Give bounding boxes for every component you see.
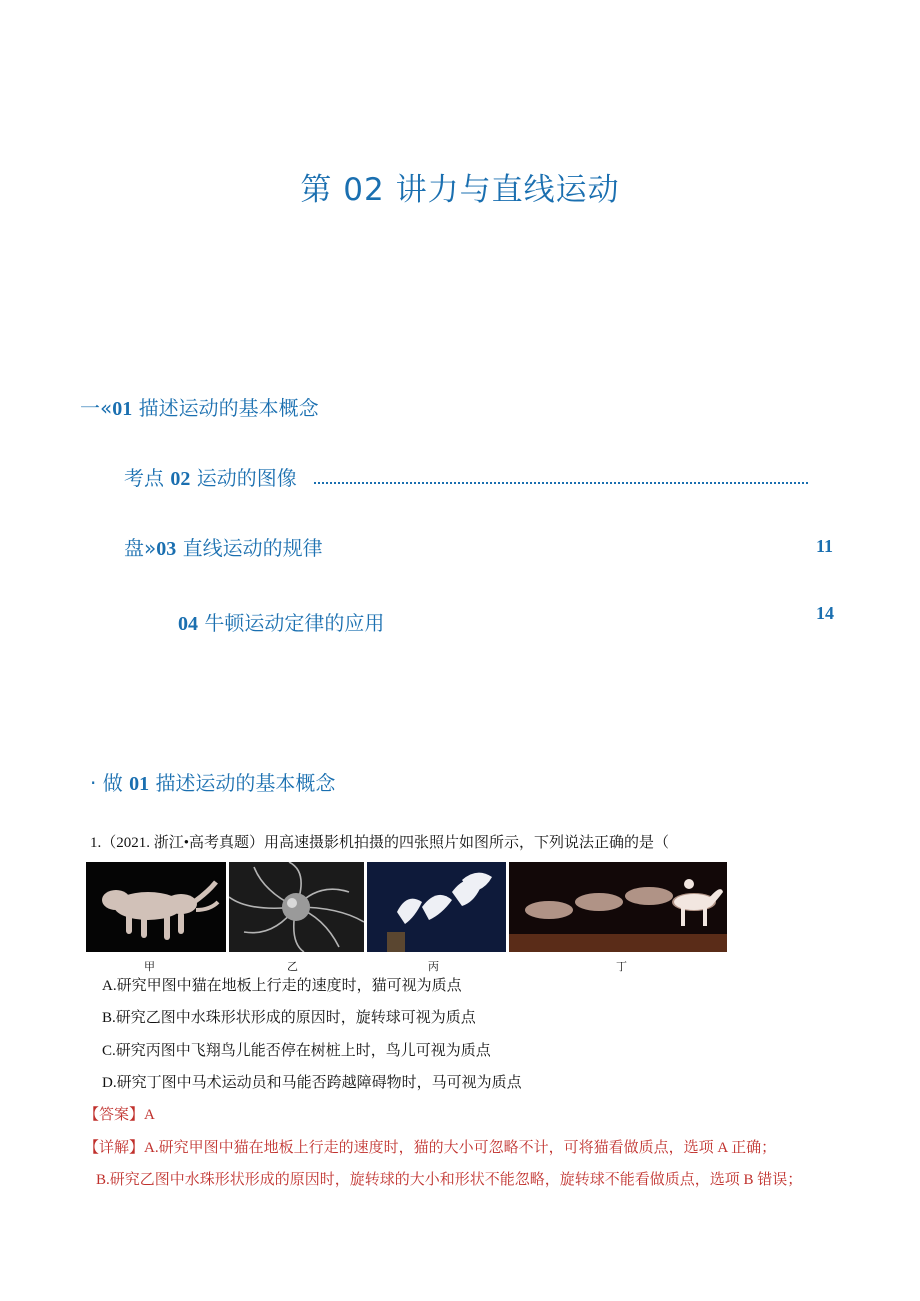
answer-label: 【答案】: [84, 1107, 145, 1123]
answer-line: [84, 1103, 155, 1124]
answer-value: A: [144, 1107, 155, 1123]
option-a: A.研究甲图中猫在地板上行走的速度时，猫可视为质点: [102, 978, 462, 994]
section-label: 描述运动的基本概念: [155, 771, 336, 795]
figure-label: 丁: [616, 960, 627, 973]
toc-item-prefix: 考点: [124, 466, 171, 490]
explanation-label: 【详解】: [84, 1140, 145, 1156]
toc-dot-leader: [314, 478, 808, 484]
photo-horse: [509, 862, 727, 952]
figure-label: 甲: [144, 960, 155, 973]
explanation-line: [84, 1136, 776, 1157]
explanation-line: B.研究乙图中水珠形状形成的原因时，旋转球的大小和形状不能忽略，旋转球不能看做质点，选项 B 错误；: [96, 1172, 803, 1188]
option-b: B.研究乙图中水珠形状形成的原因时，旋转球可视为质点: [102, 1010, 476, 1026]
section-heading: [90, 767, 335, 796]
option-c: C.研究丙图中飞翔鸟儿能否停在树桩上时，鸟儿可视为质点: [102, 1043, 491, 1059]
toc-item-prefix: 一«: [80, 396, 113, 420]
toc-item-04[interactable]: [178, 607, 384, 636]
photo-bird: [367, 862, 506, 952]
photo-cat: [86, 862, 226, 952]
document-title: 第 02 讲力与直线运动: [300, 172, 620, 208]
toc-item-prefix: 盘»: [124, 536, 157, 560]
toc-item-label: 牛顿运动定律的应用: [204, 611, 385, 635]
toc-item-01[interactable]: [80, 392, 319, 421]
toc-item-number: 01: [112, 398, 133, 420]
photo-spinning-ball: [229, 862, 364, 952]
toc-item-number: 04: [178, 613, 198, 635]
toc-item-label: 描述运动的基本概念: [138, 396, 319, 420]
section-number: 01: [129, 773, 150, 795]
toc-item-03[interactable]: [124, 532, 323, 561]
figure-label: 丙: [428, 960, 439, 973]
figure-label: 乙: [287, 960, 298, 973]
toc-page-number: 14: [816, 603, 834, 623]
section-prefix: · 做: [90, 771, 130, 795]
toc-item-number: 03: [156, 538, 177, 560]
toc-item-number: 02: [170, 468, 191, 490]
explanation-text: A.研究甲图中猫在地板上行走的速度时，猫的大小可忽略不计，可将猫看做质点，选项 A 正确；: [144, 1140, 777, 1156]
question-stem: 1.（2021. 浙江•高考真题）用高速摄影机拍摄的四张照片如图所示，下列说法正确的是（: [90, 835, 670, 851]
toc-item-label: 运动的图像: [196, 466, 297, 490]
toc-page-number: 11: [816, 536, 834, 556]
option-d: D.研究丁图中马术运动员和马能否跨越障碍物时，马可视为质点: [102, 1075, 522, 1091]
toc-item-02[interactable]: [124, 462, 297, 491]
toc-item-label: 直线运动的规律: [182, 536, 323, 560]
